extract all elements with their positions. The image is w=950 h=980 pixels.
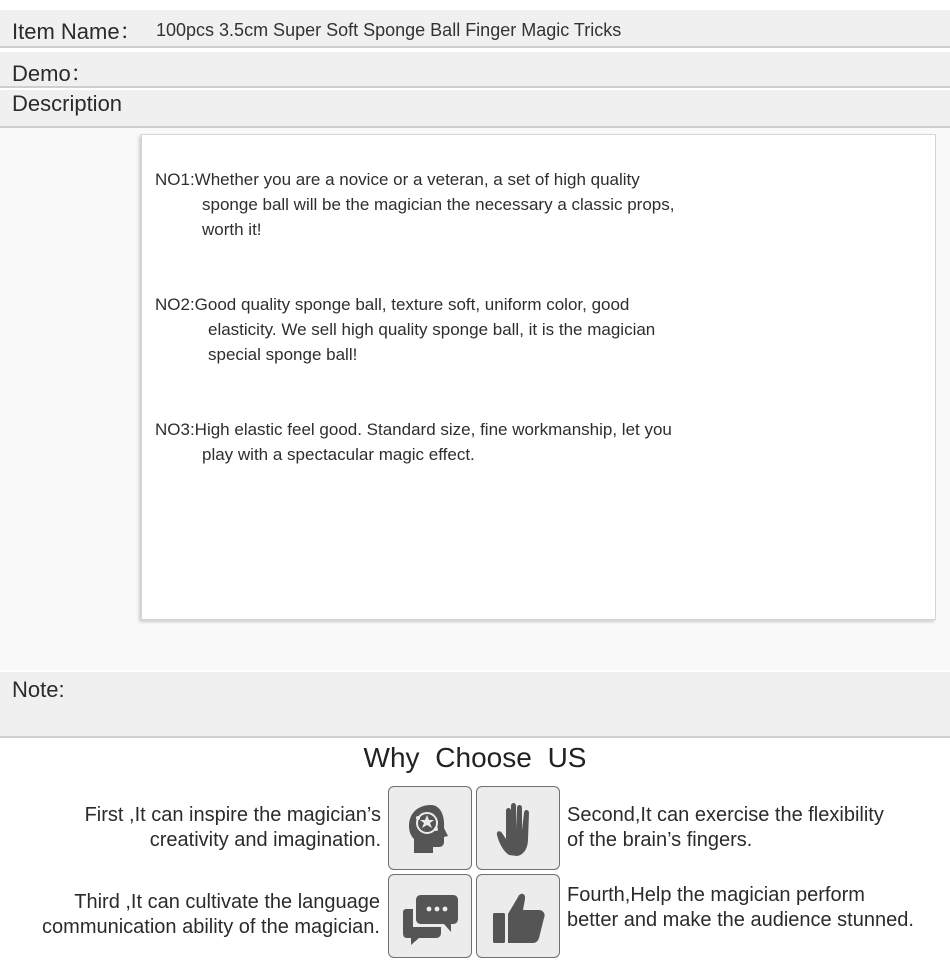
description-paragraph-2 — [155, 292, 755, 367]
hand-icon — [489, 799, 549, 859]
chat-icon — [401, 887, 461, 947]
feature-2-line2: of the brain’s fingers. — [567, 829, 753, 851]
description-paragraph-1 — [155, 167, 755, 242]
description-area — [0, 128, 950, 670]
feature-1-line2: creativity and imagination. — [149, 829, 381, 851]
chat-icon-box — [388, 874, 472, 958]
para1-line2: sponge ball will be the magician the necessary a classic props, — [202, 195, 675, 214]
description-paragraph-3 — [155, 417, 755, 467]
hand-icon-box — [476, 786, 560, 870]
feature-4-line1: Fourth,Help the magician perform — [567, 884, 865, 906]
why-choose-us-title: Why Choose US — [363, 742, 587, 773]
thumbs-up-icon — [489, 887, 549, 947]
item-name-value: 100pcs 3.5cm Super Soft Sponge Ball Finger Magic Tricks — [156, 20, 622, 40]
feature-1-line1: First ,It can inspire the magician’s — [84, 804, 381, 826]
para2-line2: elasticity. We sell high quality sponge ball, it is the magician — [208, 320, 656, 339]
feature-4-line2: better and make the audience stunned. — [567, 909, 914, 931]
item-name-bar — [0, 10, 950, 48]
feature-4-text — [567, 883, 947, 933]
feature-2-text — [567, 803, 947, 853]
feature-3-text — [0, 890, 380, 940]
note-bar — [0, 672, 950, 738]
para3-line1: NO3:High elastic feel good. Standard size, fine workmanship, let you — [155, 420, 672, 439]
brain-icon — [401, 799, 461, 859]
description-label: Description — [12, 91, 123, 116]
thumbs-up-icon-box — [476, 874, 560, 958]
para2-line1: NO2:Good quality sponge ball, texture soft, uniform color, good — [155, 295, 630, 314]
para1-line3: worth it! — [202, 220, 262, 239]
note-label: Note: — [12, 677, 65, 702]
description-card — [141, 134, 936, 620]
para3-line2: play with a spectacular magic effect. — [202, 445, 475, 464]
feature-1-text — [20, 803, 381, 853]
feature-3-line1: Third ,It can cultivate the language — [74, 891, 380, 913]
para1-line1: NO1:Whether you are a novice or a veteran, a set of high quality — [155, 170, 640, 189]
description-bar — [0, 90, 950, 128]
brain-icon-box — [388, 786, 472, 870]
demo-bar — [0, 52, 950, 88]
feature-3-line2: communication ability of the magician. — [42, 916, 380, 938]
feature-2-line1: Second,It can exercise the flexibility — [567, 804, 884, 826]
para2-line3: special sponge ball! — [208, 345, 358, 364]
demo-label: Demo： — [12, 61, 93, 86]
item-name-label: Item Name： — [12, 19, 142, 44]
